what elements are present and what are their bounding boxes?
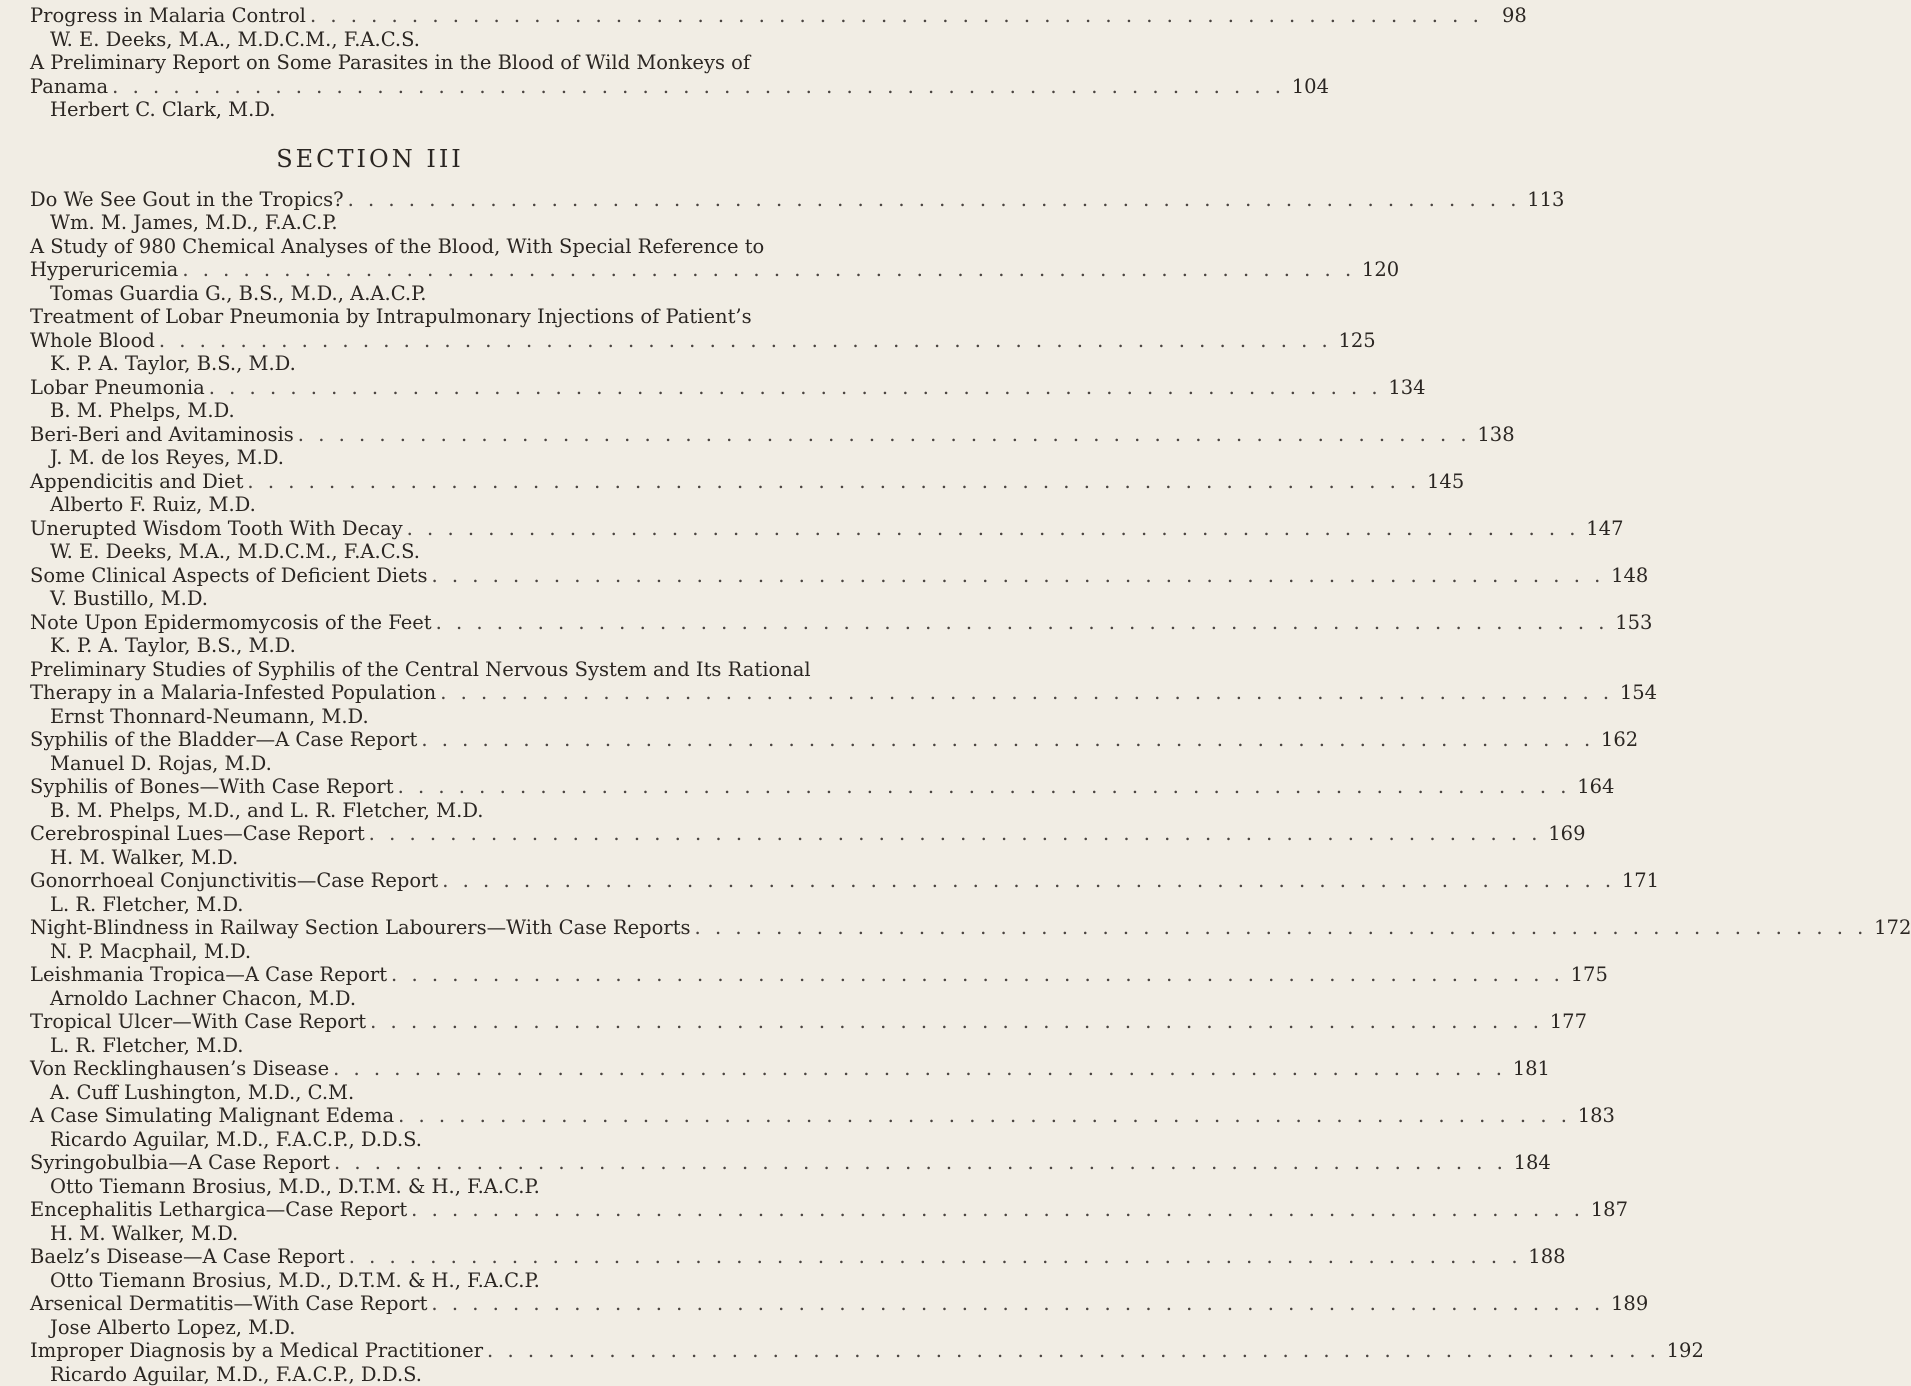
- entry-title-continuation: Panama: [30, 75, 108, 99]
- leader-dots: . . . . . . . . . . . . . . . . . . . . . . . . . . . . . . . . . . . . . . . . . . . . . . . . . . . . . . . . . .: [417, 728, 1594, 752]
- toc-page: [0, 0, 800, 1195]
- leader-dots: . . . . . . . . . . . . . . . . . . . . . . . . . . . . . . . . . . . . . . . . . . . . . . . . . . . . . . . . . .: [345, 1245, 1522, 1269]
- entry-title: Some Clinical Aspects of Deficient Diets: [30, 564, 427, 588]
- entry-line: [30, 376, 770, 400]
- leader-dots: . . . . . . . . . . . . . . . . . . . . . . . . . . . . . . . . . . . . . . . . . . . . . . . . . . . . . . . . . .: [243, 470, 1420, 494]
- entry-title: A Preliminary Report on Some Parasites in the Blood of Wild Monkeys of: [30, 51, 770, 75]
- toc-entry: [30, 51, 770, 122]
- leader-dots: . . . . . . . . . . . . . . . . . . . . . . . . . . . . . . . . . . . . . . . . . . . . . . . . . . . . . . . . . .: [306, 4, 1483, 28]
- entry-line: [30, 728, 770, 752]
- entry-author: H. M. Walker, M.D.: [30, 846, 770, 870]
- entry-line: [30, 681, 770, 705]
- leader-dots: . . . . . . . . . . . . . . . . . . . . . . . . . . . . . . . . . . . . . . . . . . . . . . . . . . . . . . . . . .: [387, 963, 1564, 987]
- toc-entry: [30, 1292, 770, 1339]
- leader-dots: . . . . . . . . . . . . . . . . . . . . . . . . . . . . . . . . . . . . . . . . . . . . . . . . . . . . . . . . . .: [366, 1010, 1543, 1034]
- entry-author: Wm. M. James, M.D., F.A.C.P.: [30, 211, 770, 235]
- entry-author: B. M. Phelps, M.D., and L. R. Fletcher, M.D.: [30, 799, 770, 823]
- leader-dots: . . . . . . . . . . . . . . . . . . . . . . . . . . . . . . . . . . . . . . . . . . . . . . . . . . . . . . . . . .: [438, 869, 1615, 893]
- entry-author: Ernst Thonnard-Neumann, M.D.: [30, 705, 770, 729]
- entry-author: K. P. A. Taylor, B.S., M.D.: [30, 634, 770, 658]
- entry-line: [30, 1198, 770, 1222]
- toc-entry: [30, 822, 770, 869]
- entry-author: B. M. Phelps, M.D.: [30, 399, 770, 423]
- leader-dots: . . . . . . . . . . . . . . . . . . . . . . . . . . . . . . . . . . . . . . . . . . . . . . . . . . . . . . . . . .: [329, 1057, 1506, 1081]
- entry-line: [30, 1292, 770, 1316]
- toc-entry: [30, 423, 770, 470]
- page-number: 134: [1382, 376, 1426, 400]
- page-number: 175: [1564, 963, 1608, 987]
- entry-title: Appendicitis and Diet: [30, 470, 243, 494]
- entry-title: Note Upon Epidermomycosis of the Feet: [30, 611, 432, 635]
- entry-title: Syphilis of the Bladder—A Case Report: [30, 728, 417, 752]
- leader-dots: . . . . . . . . . . . . . . . . . . . . . . . . . . . . . . . . . . . . . . . . . . . . . . . . . . . . . . . . . .: [155, 329, 1332, 353]
- entry-title: Improper Diagnosis by a Medical Practitioner: [30, 1339, 483, 1363]
- entry-line: [30, 564, 770, 588]
- toc-entry: [30, 564, 770, 611]
- page-number: 189: [1604, 1292, 1648, 1316]
- toc-entry: [30, 1245, 770, 1292]
- entry-author: Jose Alberto Lopez, M.D.: [30, 1316, 770, 1340]
- entry-author: Otto Tiemann Brosius, M.D., D.T.M. & H., F.A.C.P.: [30, 1175, 770, 1199]
- page-number: 164: [1570, 775, 1614, 799]
- entry-line: [30, 329, 770, 353]
- entry-line: [30, 1245, 770, 1269]
- toc-entry: [30, 188, 770, 235]
- toc-entry: [30, 305, 770, 376]
- page-number: 184: [1507, 1151, 1551, 1175]
- page-number: 172: [1867, 916, 1911, 940]
- entry-line: [30, 1151, 770, 1175]
- entry-title-continuation: Hyperuricemia: [30, 258, 178, 282]
- entry-line: [30, 1057, 770, 1081]
- entry-author: A. Cuff Lushington, M.D., C.M.: [30, 1081, 770, 1105]
- entry-title: Syringobulbia—A Case Report: [30, 1151, 330, 1175]
- entry-author: N. P. Macphail, M.D.: [30, 940, 770, 964]
- entry-line: [30, 775, 770, 799]
- entries-list: [30, 188, 770, 1386]
- toc-entry: [30, 1104, 770, 1151]
- page-number: 183: [1571, 1104, 1615, 1128]
- entry-title: Do We See Gout in the Tropics?: [30, 188, 344, 212]
- leader-dots: . . . . . . . . . . . . . . . . . . . . . . . . . . . . . . . . . . . . . . . . . . . . . . . . . . . . . . . . . .: [205, 376, 1382, 400]
- entry-line: [30, 1010, 770, 1034]
- entry-author: W. E. Deeks, M.A., M.D.C.M., F.A.C.S.: [30, 28, 770, 52]
- entry-title: Encephalitis Lethargica—Case Report: [30, 1198, 407, 1222]
- toc-entry: [30, 916, 770, 963]
- toc-entry: [30, 963, 770, 1010]
- leader-dots: . . . . . . . . . . . . . . . . . . . . . . . . . . . . . . . . . . . . . . . . . . . . . . . . . . . . . . . . . .: [394, 775, 1571, 799]
- page-number: 145: [1420, 470, 1464, 494]
- entry-line: [30, 1104, 770, 1128]
- entry-title: Lobar Pneumonia: [30, 376, 205, 400]
- page-number: 113: [1520, 188, 1564, 212]
- toc-entry: [30, 1151, 770, 1198]
- leader-dots: . . . . . . . . . . . . . . . . . . . . . . . . . . . . . . . . . . . . . . . . . . . . . . . . . . . . . . . . . .: [427, 1292, 1604, 1316]
- leader-dots: . . . . . . . . . . . . . . . . . . . . . . . . . . . . . . . . . . . . . . . . . . . . . . . . . . . . . . . . . .: [178, 258, 1355, 282]
- entry-title: Night-Blindness in Railway Section Labourers—With Case Reports: [30, 916, 691, 940]
- entry-line: [30, 423, 770, 447]
- leader-dots: . . . . . . . . . . . . . . . . . . . . . . . . . . . . . . . . . . . . . . . . . . . . . . . . . . . . . . . . . .: [403, 517, 1580, 541]
- entry-author: H. M. Walker, M.D.: [30, 1222, 770, 1246]
- entry-author: V. Bustillo, M.D.: [30, 587, 770, 611]
- entry-author: J. M. de los Reyes, M.D.: [30, 446, 770, 470]
- page-number: 154: [1613, 681, 1657, 705]
- table-of-contents: [30, 4, 770, 1386]
- entry-title: Progress in Malaria Control: [30, 4, 306, 28]
- entry-title: Baelz’s Disease—A Case Report: [30, 1245, 345, 1269]
- page-number: 153: [1608, 611, 1652, 635]
- toc-entry: [30, 775, 770, 822]
- toc-entry: [30, 235, 770, 306]
- leader-dots: . . . . . . . . . . . . . . . . . . . . . . . . . . . . . . . . . . . . . . . . . . . . . . . . . . . . . . . . . .: [691, 916, 1868, 940]
- toc-entry: [30, 658, 770, 729]
- entry-title: Tropical Ulcer—With Case Report: [30, 1010, 366, 1034]
- entry-author: Manuel D. Rojas, M.D.: [30, 752, 770, 776]
- entry-author: Herbert C. Clark, M.D.: [30, 98, 770, 122]
- entries-before-list: [30, 4, 770, 122]
- toc-entry: [30, 376, 770, 423]
- leader-dots: . . . . . . . . . . . . . . . . . . . . . . . . . . . . . . . . . . . . . . . . . . . . . . . . . . . . . . . . . .: [108, 75, 1285, 99]
- entry-line: [30, 4, 770, 28]
- page-number: 188: [1522, 1245, 1566, 1269]
- toc-entry: [30, 728, 770, 775]
- page-number: 187: [1584, 1198, 1628, 1222]
- toc-entry: [30, 4, 770, 51]
- leader-dots: . . . . . . . . . . . . . . . . . . . . . . . . . . . . . . . . . . . . . . . . . . . . . . . . . . . . . . . . . .: [436, 681, 1613, 705]
- entry-line: [30, 611, 770, 635]
- entry-author: K. P. A. Taylor, B.S., M.D.: [30, 352, 770, 376]
- leader-dots: . . . . . . . . . . . . . . . . . . . . . . . . . . . . . . . . . . . . . . . . . . . . . . . . . . . . . . . . . .: [407, 1198, 1584, 1222]
- page-number: 171: [1615, 869, 1659, 893]
- page-number: 169: [1542, 822, 1586, 846]
- page-number: 120: [1355, 258, 1399, 282]
- entry-line: [30, 916, 770, 940]
- page-number: 192: [1660, 1339, 1704, 1363]
- page-number: 104: [1285, 75, 1329, 99]
- entry-author: W. E. Deeks, M.A., M.D.C.M., F.A.C.S.: [30, 540, 770, 564]
- page-number: 147: [1579, 517, 1623, 541]
- toc-entry: [30, 1010, 770, 1057]
- section-heading: SECTION III: [30, 144, 770, 174]
- page-number: 177: [1543, 1010, 1587, 1034]
- entry-author: Otto Tiemann Brosius, M.D., D.T.M. & H., F.A.C.P.: [30, 1269, 770, 1293]
- entry-title-continuation: Therapy in a Malaria-Infested Population: [30, 681, 436, 705]
- entry-author: Ricardo Aguilar, M.D., F.A.C.P., D.D.S.: [30, 1128, 770, 1152]
- page-number: 162: [1594, 728, 1638, 752]
- entry-author: L. R. Fletcher, M.D.: [30, 1034, 770, 1058]
- entry-author: Ricardo Aguilar, M.D., F.A.C.P., D.D.S.: [30, 1363, 770, 1386]
- toc-entry: [30, 517, 770, 564]
- page-number: 125: [1332, 329, 1376, 353]
- entry-title: Unerupted Wisdom Tooth With Decay: [30, 517, 403, 541]
- entry-author: L. R. Fletcher, M.D.: [30, 893, 770, 917]
- entry-title: Syphilis of Bones—With Case Report: [30, 775, 394, 799]
- toc-entry: [30, 869, 770, 916]
- leader-dots: . . . . . . . . . . . . . . . . . . . . . . . . . . . . . . . . . . . . . . . . . . . . . . . . . . . . . . . . . .: [483, 1339, 1660, 1363]
- leader-dots: . . . . . . . . . . . . . . . . . . . . . . . . . . . . . . . . . . . . . . . . . . . . . . . . . . . . . . . . . .: [427, 564, 1604, 588]
- entry-line: [30, 822, 770, 846]
- entry-title: Treatment of Lobar Pneumonia by Intrapulmonary Injections of Patient’s: [30, 305, 770, 329]
- entry-title: Cerebrospinal Lues—Case Report: [30, 822, 365, 846]
- leader-dots: . . . . . . . . . . . . . . . . . . . . . . . . . . . . . . . . . . . . . . . . . . . . . . . . . . . . . . . . . .: [344, 188, 1521, 212]
- entry-title-continuation: Whole Blood: [30, 329, 155, 353]
- entry-line: [30, 869, 770, 893]
- toc-entry: [30, 1057, 770, 1104]
- toc-entry: [30, 1339, 770, 1386]
- entry-author: Tomas Guardia G., B.S., M.D., A.A.C.P.: [30, 282, 770, 306]
- page-number: 138: [1471, 423, 1515, 447]
- entry-line: [30, 258, 770, 282]
- leader-dots: . . . . . . . . . . . . . . . . . . . . . . . . . . . . . . . . . . . . . . . . . . . . . . . . . . . . . . . . . .: [394, 1104, 1571, 1128]
- entry-author: Arnoldo Lachner Chacon, M.D.: [30, 987, 770, 1011]
- leader-dots: . . . . . . . . . . . . . . . . . . . . . . . . . . . . . . . . . . . . . . . . . . . . . . . . . . . . . . . . . .: [432, 611, 1609, 635]
- entry-line: [30, 517, 770, 541]
- entry-title: Gonorrhoeal Conjunctivitis—Case Report: [30, 869, 438, 893]
- entry-title: Beri-Beri and Avitaminosis: [30, 423, 294, 447]
- toc-entry: [30, 1198, 770, 1245]
- page-number: 148: [1604, 564, 1648, 588]
- toc-entry: [30, 470, 770, 517]
- entry-line: [30, 75, 770, 99]
- entry-line: [30, 1339, 770, 1363]
- entry-title: Von Recklinghausen’s Disease: [30, 1057, 329, 1081]
- entry-line: [30, 470, 770, 494]
- entry-title: Arsenical Dermatitis—With Case Report: [30, 1292, 427, 1316]
- leader-dots: . . . . . . . . . . . . . . . . . . . . . . . . . . . . . . . . . . . . . . . . . . . . . . . . . . . . . . . . . .: [330, 1151, 1507, 1175]
- entry-author: Alberto F. Ruiz, M.D.: [30, 493, 770, 517]
- entry-line: [30, 188, 770, 212]
- entry-title: A Case Simulating Malignant Edema: [30, 1104, 394, 1128]
- leader-dots: . . . . . . . . . . . . . . . . . . . . . . . . . . . . . . . . . . . . . . . . . . . . . . . . . . . . . . . . . .: [365, 822, 1542, 846]
- entry-title: A Study of 980 Chemical Analyses of the Blood, With Special Reference to: [30, 235, 770, 259]
- entry-title: Leishmania Tropica—A Case Report: [30, 963, 387, 987]
- leader-dots: . . . . . . . . . . . . . . . . . . . . . . . . . . . . . . . . . . . . . . . . . . . . . . . . . . . . . . . . . .: [294, 423, 1471, 447]
- page-number: 181: [1506, 1057, 1550, 1081]
- toc-entry: [30, 611, 770, 658]
- entry-title: Preliminary Studies of Syphilis of the Central Nervous System and Its Rational: [30, 658, 770, 682]
- entry-line: [30, 963, 770, 987]
- page-number: 98: [1483, 4, 1527, 28]
